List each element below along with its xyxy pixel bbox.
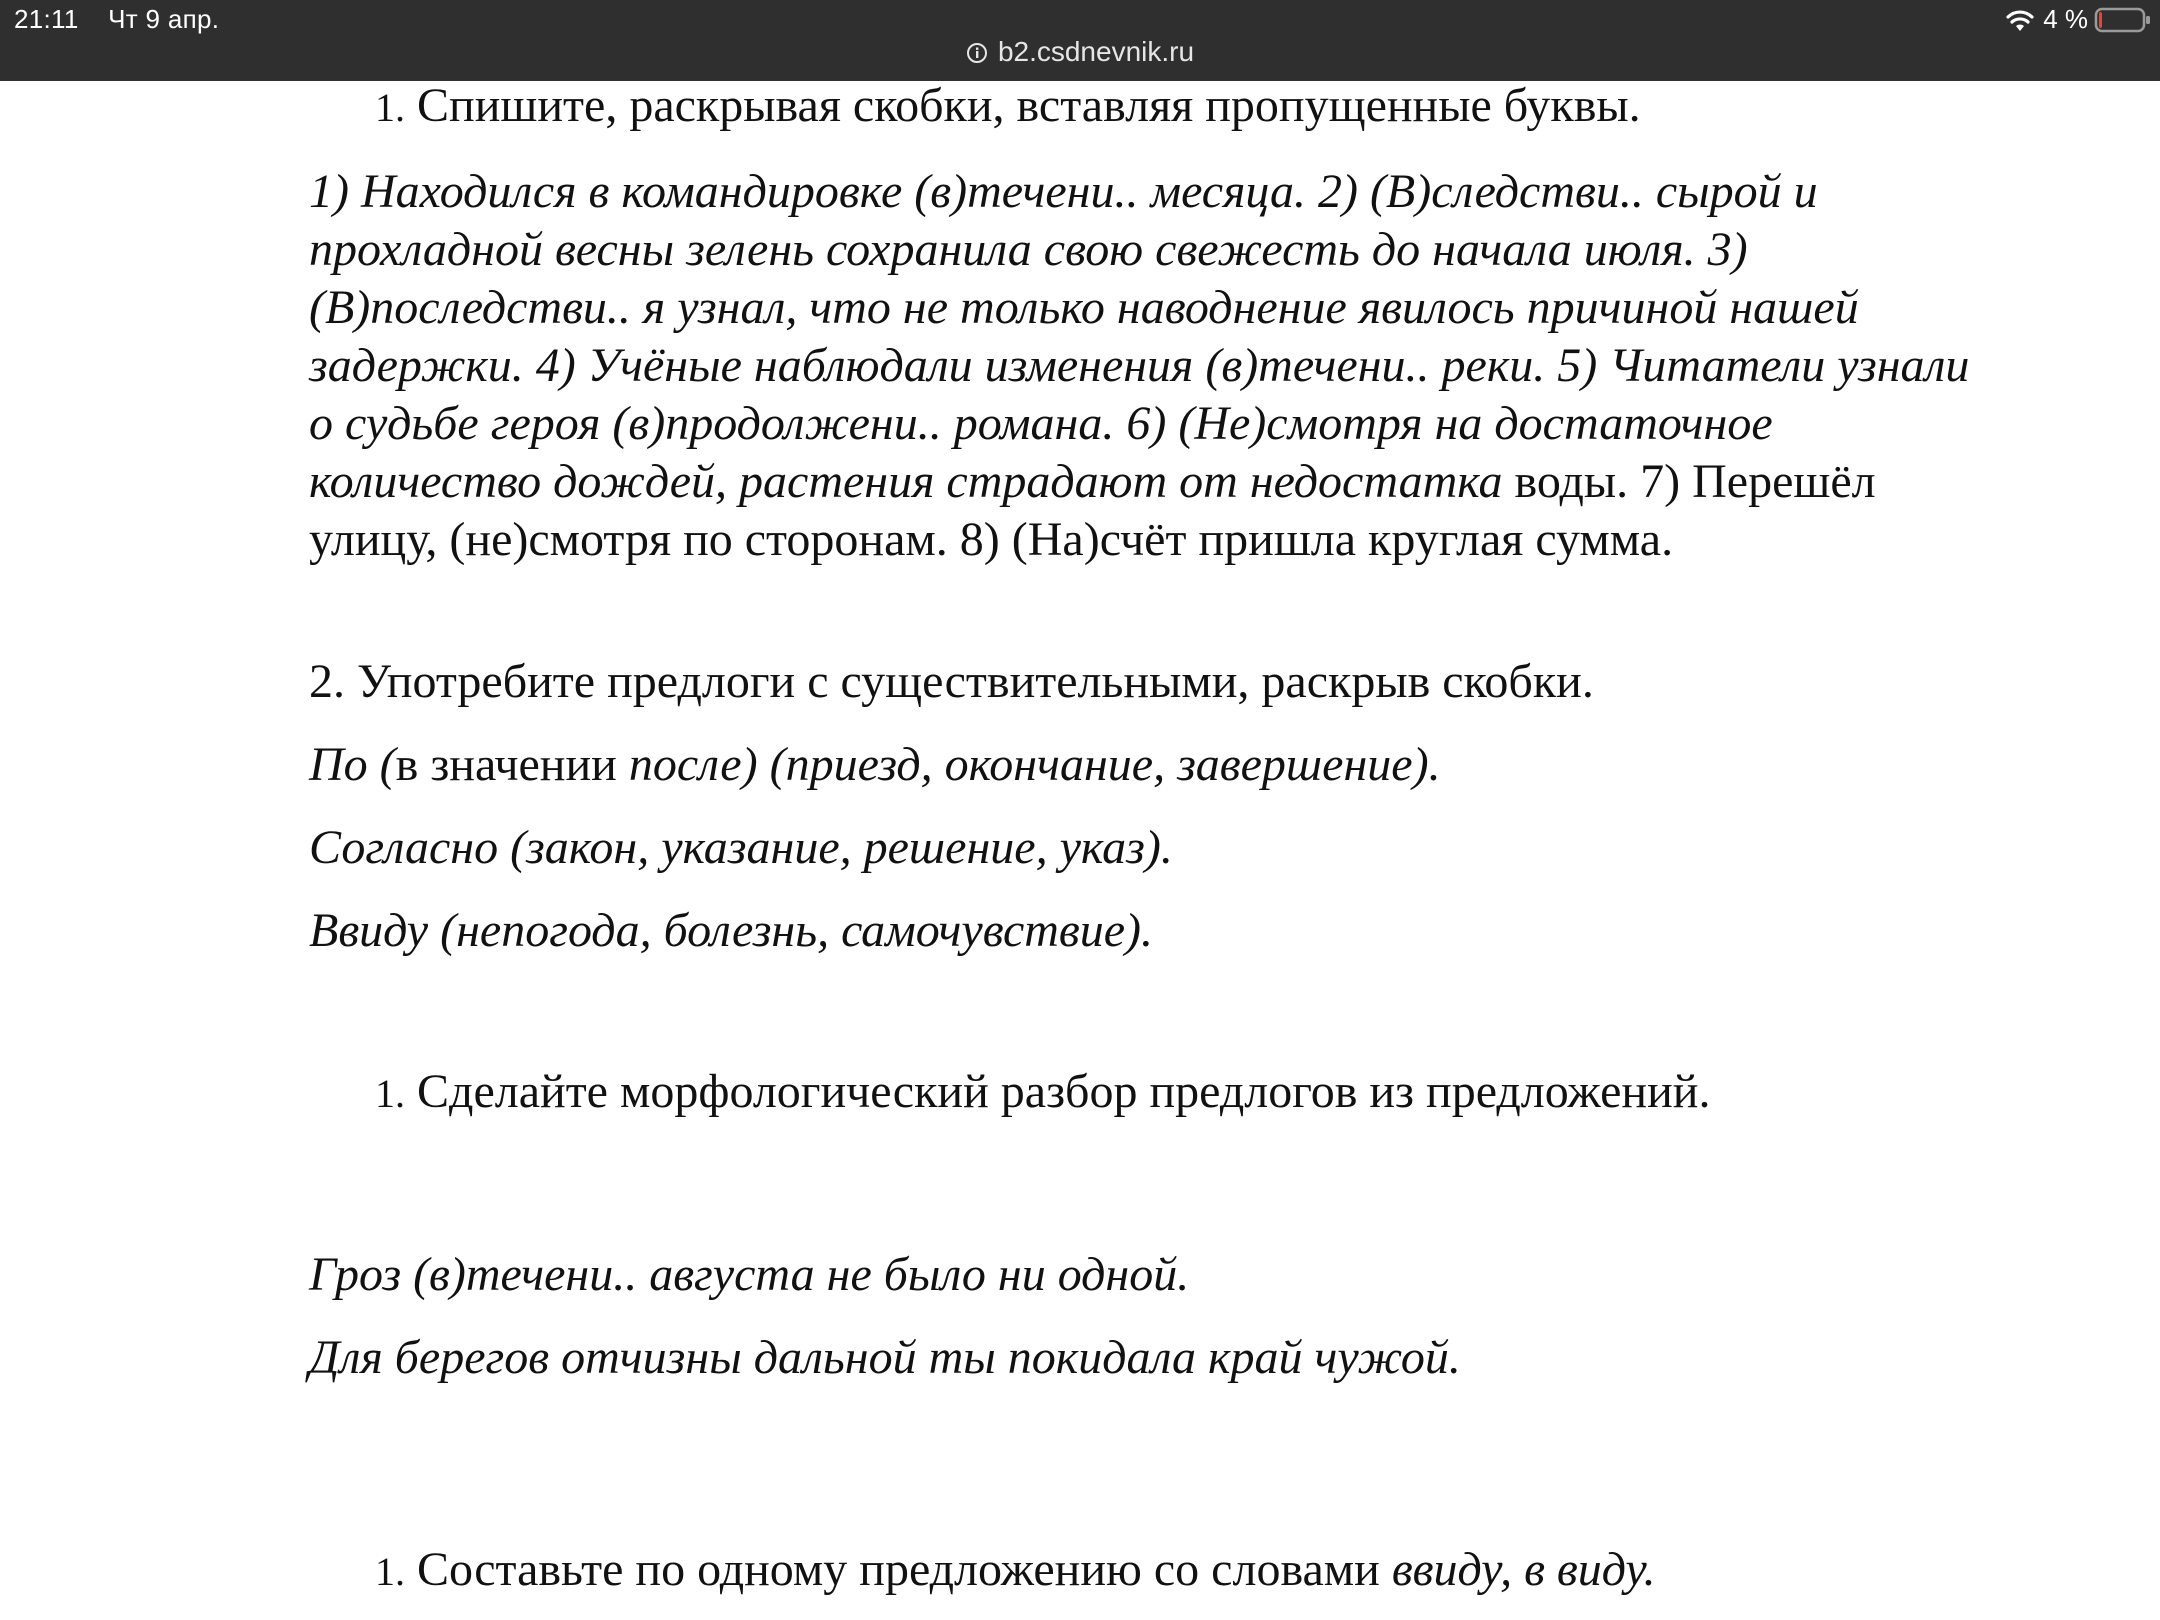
battery-percent: 4 % — [2043, 4, 2088, 34]
battery-icon — [2094, 6, 2152, 34]
task2-line2: Согласно (закон, указание, решение, указ). — [309, 821, 1173, 874]
task2-line3: Ввиду (непогода, болезнь, самочувствие). — [309, 904, 1154, 957]
task1-body — [309, 163, 1989, 569]
status-left — [14, 4, 241, 35]
task1-body-normal: воды. 7) Перешёл улицу, (не)смотря по сторонам. 8) (На)счёт пришла круглая сумма. — [309, 455, 1876, 566]
document-content — [0, 81, 2160, 1620]
task1-number: 1. — [375, 85, 405, 130]
status-right — [2005, 4, 2152, 35]
task1-heading — [375, 77, 2055, 137]
task1-body-italic: 1) Находился в командировке (в)течени.. месяца. 2) (В)следстви.. сырой и прохладной весны зелень сохранила свою свежесть до начала июля. 3) (В)последстви.. я узнал, что не только наводнение явилось причиной нашей задержки. 4) Учёные наблюдали изменения (в)течени.. реки. 5) Читатели узнали о судьбе героя (в)продолжени.. романа. 6) (Не)смотря на достаточное количество дождей, растения страдают от недостатка — [309, 165, 1970, 508]
task3-number: 1. — [375, 1071, 405, 1116]
task3-sentence1: Гроз (в)течени.. августа не было ни одной. — [309, 1248, 1190, 1301]
status-bar — [0, 0, 2160, 81]
task2-line1-b: в значении — [395, 738, 629, 791]
task3-heading — [375, 1063, 2055, 1123]
task2-line1-c: после) (приезд, окончание, завершение). — [628, 738, 1441, 791]
task2-line1-a: По ( — [309, 738, 396, 791]
date: Чт 9 апр. — [108, 4, 220, 34]
task4-number: 1. — [375, 1549, 405, 1594]
task1-title: Спишите, раскрывая скобки, вставляя пропущенные буквы. — [417, 79, 1641, 132]
address-bar[interactable] — [0, 36, 2160, 68]
task2-line1 — [309, 736, 1989, 794]
task3-sentence2: Для берегов отчизны дальной ты покидала край чужой. — [309, 1331, 1461, 1384]
task4-title-italic: ввиду, в виду. — [1391, 1543, 1656, 1596]
task2-heading: 2. Употребите предлоги с существительными, раскрыв скобки. — [309, 655, 1594, 708]
clock: 21:11 — [14, 4, 79, 34]
url-text[interactable]: b2.csdnevnik.ru — [997, 36, 1195, 67]
task3-title: Сделайте морфологический разбор предлогов из предложений. — [417, 1065, 1711, 1118]
wifi-icon — [2005, 7, 2035, 33]
task4-title-normal: Составьте по одному предложению со словами — [417, 1543, 1392, 1596]
info-icon[interactable] — [966, 42, 988, 64]
task4-heading — [375, 1541, 2055, 1601]
